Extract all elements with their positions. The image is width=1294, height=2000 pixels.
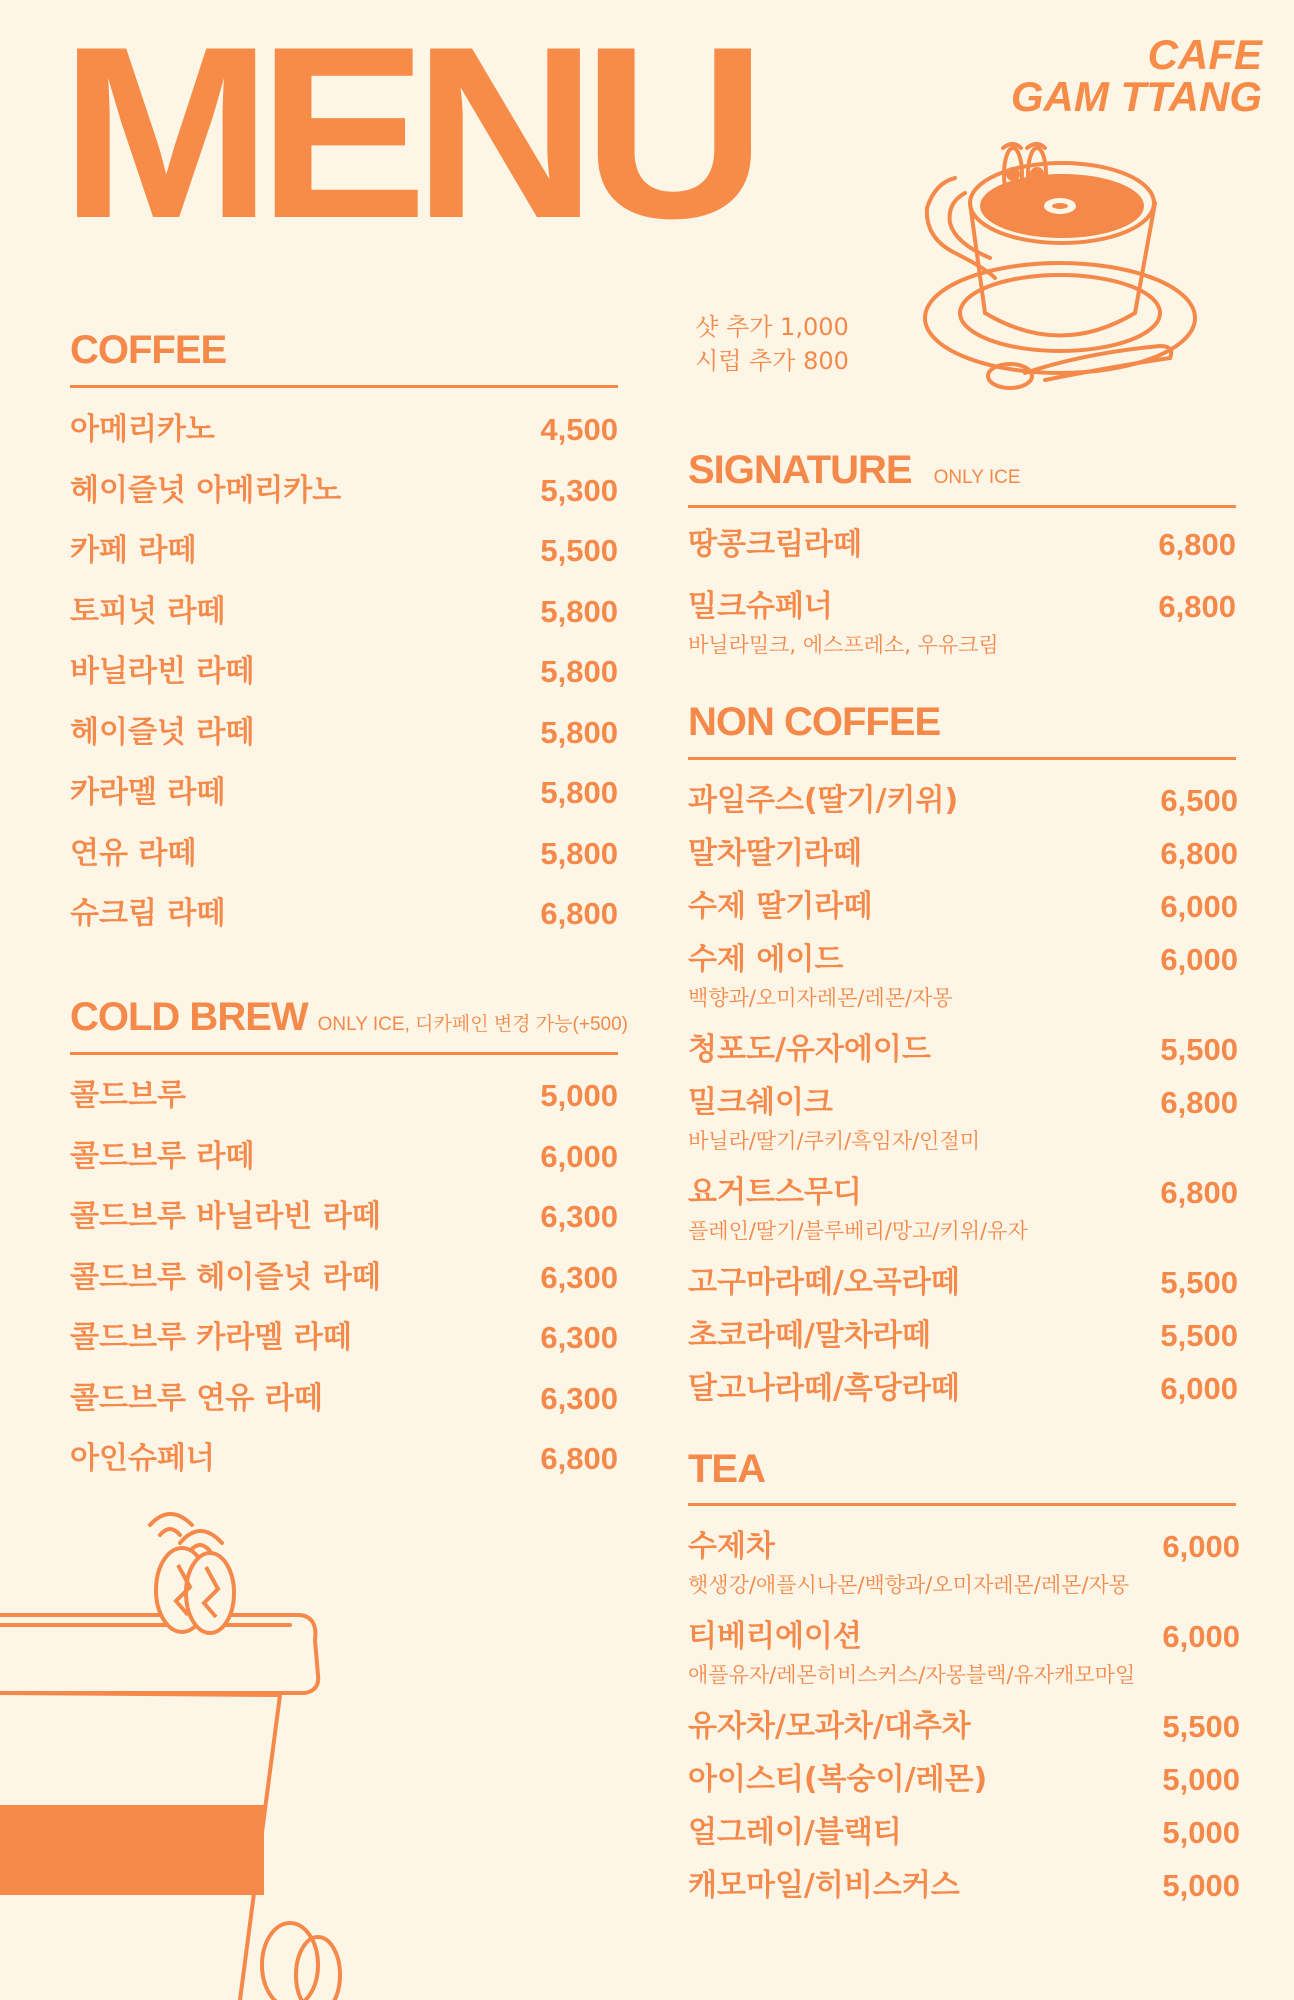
menu-item-name: 콜드브루 라떼 (70, 1138, 255, 1174)
menu-item-name: 캐모마일/히비스커스 (688, 1868, 960, 1903)
menu-item-name: 유자차/모과차/대추차 (688, 1709, 971, 1744)
menu-item-name: 콜드브루 (70, 1078, 186, 1113)
menu-item-price: 6,800 (540, 1441, 618, 1476)
signature-note: ONLY ICE (933, 467, 1021, 488)
menu-item-name: 아이스티(복숭이/레몬) (688, 1762, 988, 1797)
menu-item-price: 5,500 (1162, 1709, 1240, 1744)
menu-item-price: 5,500 (1160, 1318, 1238, 1353)
menu-item-name: 요거트스무디 (688, 1175, 862, 1210)
menu-item-price: 5,800 (540, 593, 618, 629)
menu-item-price: 6,800 (1160, 836, 1238, 871)
menu-item-name: 밀크슈페너 (688, 589, 833, 624)
menu-item-name: 바닐라빈 라떼 (70, 654, 255, 689)
menu-item (688, 784, 1238, 818)
menu-item (688, 1033, 1238, 1067)
menu-item-price: 5,800 (540, 654, 618, 689)
cold-brew-divider (70, 1052, 618, 1055)
menu-item (70, 1442, 618, 1476)
menu-item-name: 토피넛 라떼 (70, 593, 226, 629)
menu-item-description: 백향과/오미자레몬/레몬/자몽 (688, 986, 953, 1010)
menu-item-description: 바닐라/딸기/쿠키/흑임자/인절미 (688, 1129, 981, 1153)
menu-item-name: 말차딸기라떼 (688, 836, 862, 871)
coffee-section-title: COFFEE (70, 328, 227, 372)
cafe-name (1010, 31, 1262, 120)
menu-item-price: 6,000 (1160, 1371, 1238, 1406)
menu-item (688, 1763, 1240, 1797)
menu-item-name: 수제차 (688, 1529, 775, 1564)
signature-section-title (688, 448, 1021, 493)
menu-item (70, 897, 618, 931)
menu-item (688, 590, 1236, 624)
tea-section-title: TEA (688, 1447, 765, 1491)
menu-item-price: 6,000 (1162, 1529, 1240, 1564)
menu-item (70, 1200, 618, 1234)
non-coffee-section-title: NON COFFEE (688, 700, 941, 744)
menu-item (70, 776, 618, 810)
menu-item (70, 1382, 618, 1416)
menu-item (688, 1372, 1238, 1406)
menu-item-name: 헤이즐넛 라떼 (70, 714, 255, 750)
menu-item-description: 애플유자/레몬히비스커스/자몽블랙/유자캐모마일 (688, 1663, 1136, 1687)
menu-item-price: 6,800 (1158, 589, 1236, 624)
menu-item-price: 4,500 (540, 412, 618, 447)
menu-item-price: 6,300 (540, 1259, 618, 1295)
menu-item-price: 5,800 (540, 835, 618, 871)
menu-item-price: 6,500 (1160, 783, 1238, 818)
signature-title-text: SIGNATURE (688, 448, 912, 492)
menu-item-price: 6,800 (1160, 1085, 1238, 1120)
menu-item-price: 6,000 (1162, 1619, 1240, 1654)
menu-item-name: 과일주스(딸기/키위) (688, 783, 959, 818)
menu-item-name: 수제 딸기라떼 (688, 889, 873, 924)
menu-item (688, 1869, 1240, 1903)
menu-item (688, 890, 1238, 924)
menu-item (70, 474, 618, 508)
menu-item-price: 5,000 (1162, 1815, 1240, 1850)
menu-item (688, 1086, 1238, 1120)
menu-item-name: 콜드브루 카라멜 라떼 (70, 1320, 352, 1355)
cold-brew-note: ONLY ICE, 디카페인 변경 가능(+500) (317, 1014, 628, 1035)
menu-item-price: 5,500 (1160, 1265, 1238, 1300)
page-title: MENU (60, 0, 752, 269)
menu-item (70, 595, 618, 629)
menu-item-name: 슈크림 라떼 (70, 896, 226, 931)
menu-item-description: 햇생강/애플시나몬/백향과/오미자레몬/레몬/자몽 (688, 1573, 1130, 1597)
menu-item-price: 5,000 (540, 1078, 618, 1113)
menu-item-name: 수제 에이드 (688, 942, 844, 977)
menu-item (70, 413, 618, 447)
menu-item-name: 연유 라떼 (70, 835, 197, 871)
signature-divider (688, 505, 1236, 508)
menu-item-price: 5,800 (540, 714, 618, 750)
menu-item (70, 1140, 618, 1174)
menu-item-price: 6,000 (1160, 889, 1238, 924)
menu-item-price: 6,000 (1160, 942, 1238, 977)
menu-item (688, 1620, 1240, 1654)
menu-item-name: 콜드브루 연유 라떼 (70, 1380, 323, 1416)
menu-item-price: 6,800 (1158, 527, 1236, 562)
menu-item-price: 5,000 (1162, 1762, 1240, 1797)
menu-item (688, 1319, 1238, 1353)
menu-item (688, 1816, 1240, 1850)
takeaway-cup-icon (0, 1505, 350, 2000)
menu-item-price: 6,800 (540, 896, 618, 931)
menu-item-price: 6,300 (540, 1380, 618, 1416)
extras (682, 310, 862, 378)
menu-item-price: 6,000 (540, 1138, 618, 1174)
menu-item-price: 6,300 (540, 1199, 618, 1234)
coffee-divider (70, 385, 618, 388)
menu-item-name: 밀크쉐이크 (688, 1085, 833, 1120)
cold-brew-title-text: COLD BREW (70, 995, 308, 1039)
menu-item (688, 943, 1238, 977)
menu-item (70, 1079, 618, 1113)
non-coffee-divider (688, 757, 1236, 760)
menu-item-name: 땅콩크림라떼 (688, 527, 862, 562)
menu-item (688, 837, 1238, 871)
cold-brew-section-title (70, 995, 628, 1040)
menu-item-name: 카라멜 라떼 (70, 775, 226, 810)
menu-item-price: 5,800 (540, 775, 618, 810)
menu-item-price: 5,500 (1160, 1032, 1238, 1067)
cafe-name-line2: GAM TTANG (1010, 73, 1262, 120)
menu-item-name: 콜드브루 헤이즐넛 라떼 (70, 1259, 381, 1295)
menu-item (688, 1176, 1238, 1210)
menu-item-description: 플레인/딸기/블루베리/망고/키위/유자 (688, 1219, 1028, 1243)
menu-item-price: 5,300 (540, 472, 618, 508)
menu-item (70, 716, 618, 750)
shot-extra: 샷 추가 1,000 (695, 313, 849, 341)
menu-item-name: 카페 라떼 (70, 533, 197, 568)
coffee-cup-icon (915, 148, 1205, 398)
menu-item (688, 1266, 1238, 1300)
tea-divider (688, 1503, 1236, 1506)
menu-item (70, 1321, 618, 1355)
menu-item-name: 청포도/유자에이드 (688, 1032, 931, 1067)
menu-item-price: 6,300 (540, 1320, 618, 1355)
menu-item-name: 티베리에이션 (688, 1619, 862, 1654)
menu-item-name: 콜드브루 바닐라빈 라떼 (70, 1199, 381, 1234)
menu-item (70, 837, 618, 871)
menu-item-description: 바닐라밀크, 에스프레소, 우유크림 (688, 633, 999, 657)
menu-item-name: 달고나라떼/흑당라떼 (688, 1371, 960, 1406)
menu-item-price: 5,000 (1162, 1868, 1240, 1903)
menu-item (70, 1261, 618, 1295)
menu-item-name: 헤이즐넛 아메리카노 (70, 472, 342, 508)
menu-item (688, 1530, 1240, 1564)
menu-item (688, 1710, 1240, 1744)
menu-item (70, 534, 618, 568)
menu-item-name: 고구마라떼/오곡라떼 (688, 1265, 960, 1300)
menu-item-price: 6,800 (1160, 1175, 1238, 1210)
menu-item (688, 528, 1236, 562)
menu-item-price: 5,500 (540, 533, 618, 568)
menu-item-name: 초코라떼/말차라떼 (688, 1318, 931, 1353)
syrup-extra: 시럽 추가 800 (695, 347, 849, 375)
menu-item (70, 655, 618, 689)
menu-item-name: 아메리카노 (70, 412, 215, 447)
menu-item-name: 아인슈페너 (70, 1441, 215, 1476)
cafe-name-line1: CAFE (1147, 31, 1262, 78)
menu-item-name: 얼그레이/블랙티 (688, 1815, 902, 1850)
